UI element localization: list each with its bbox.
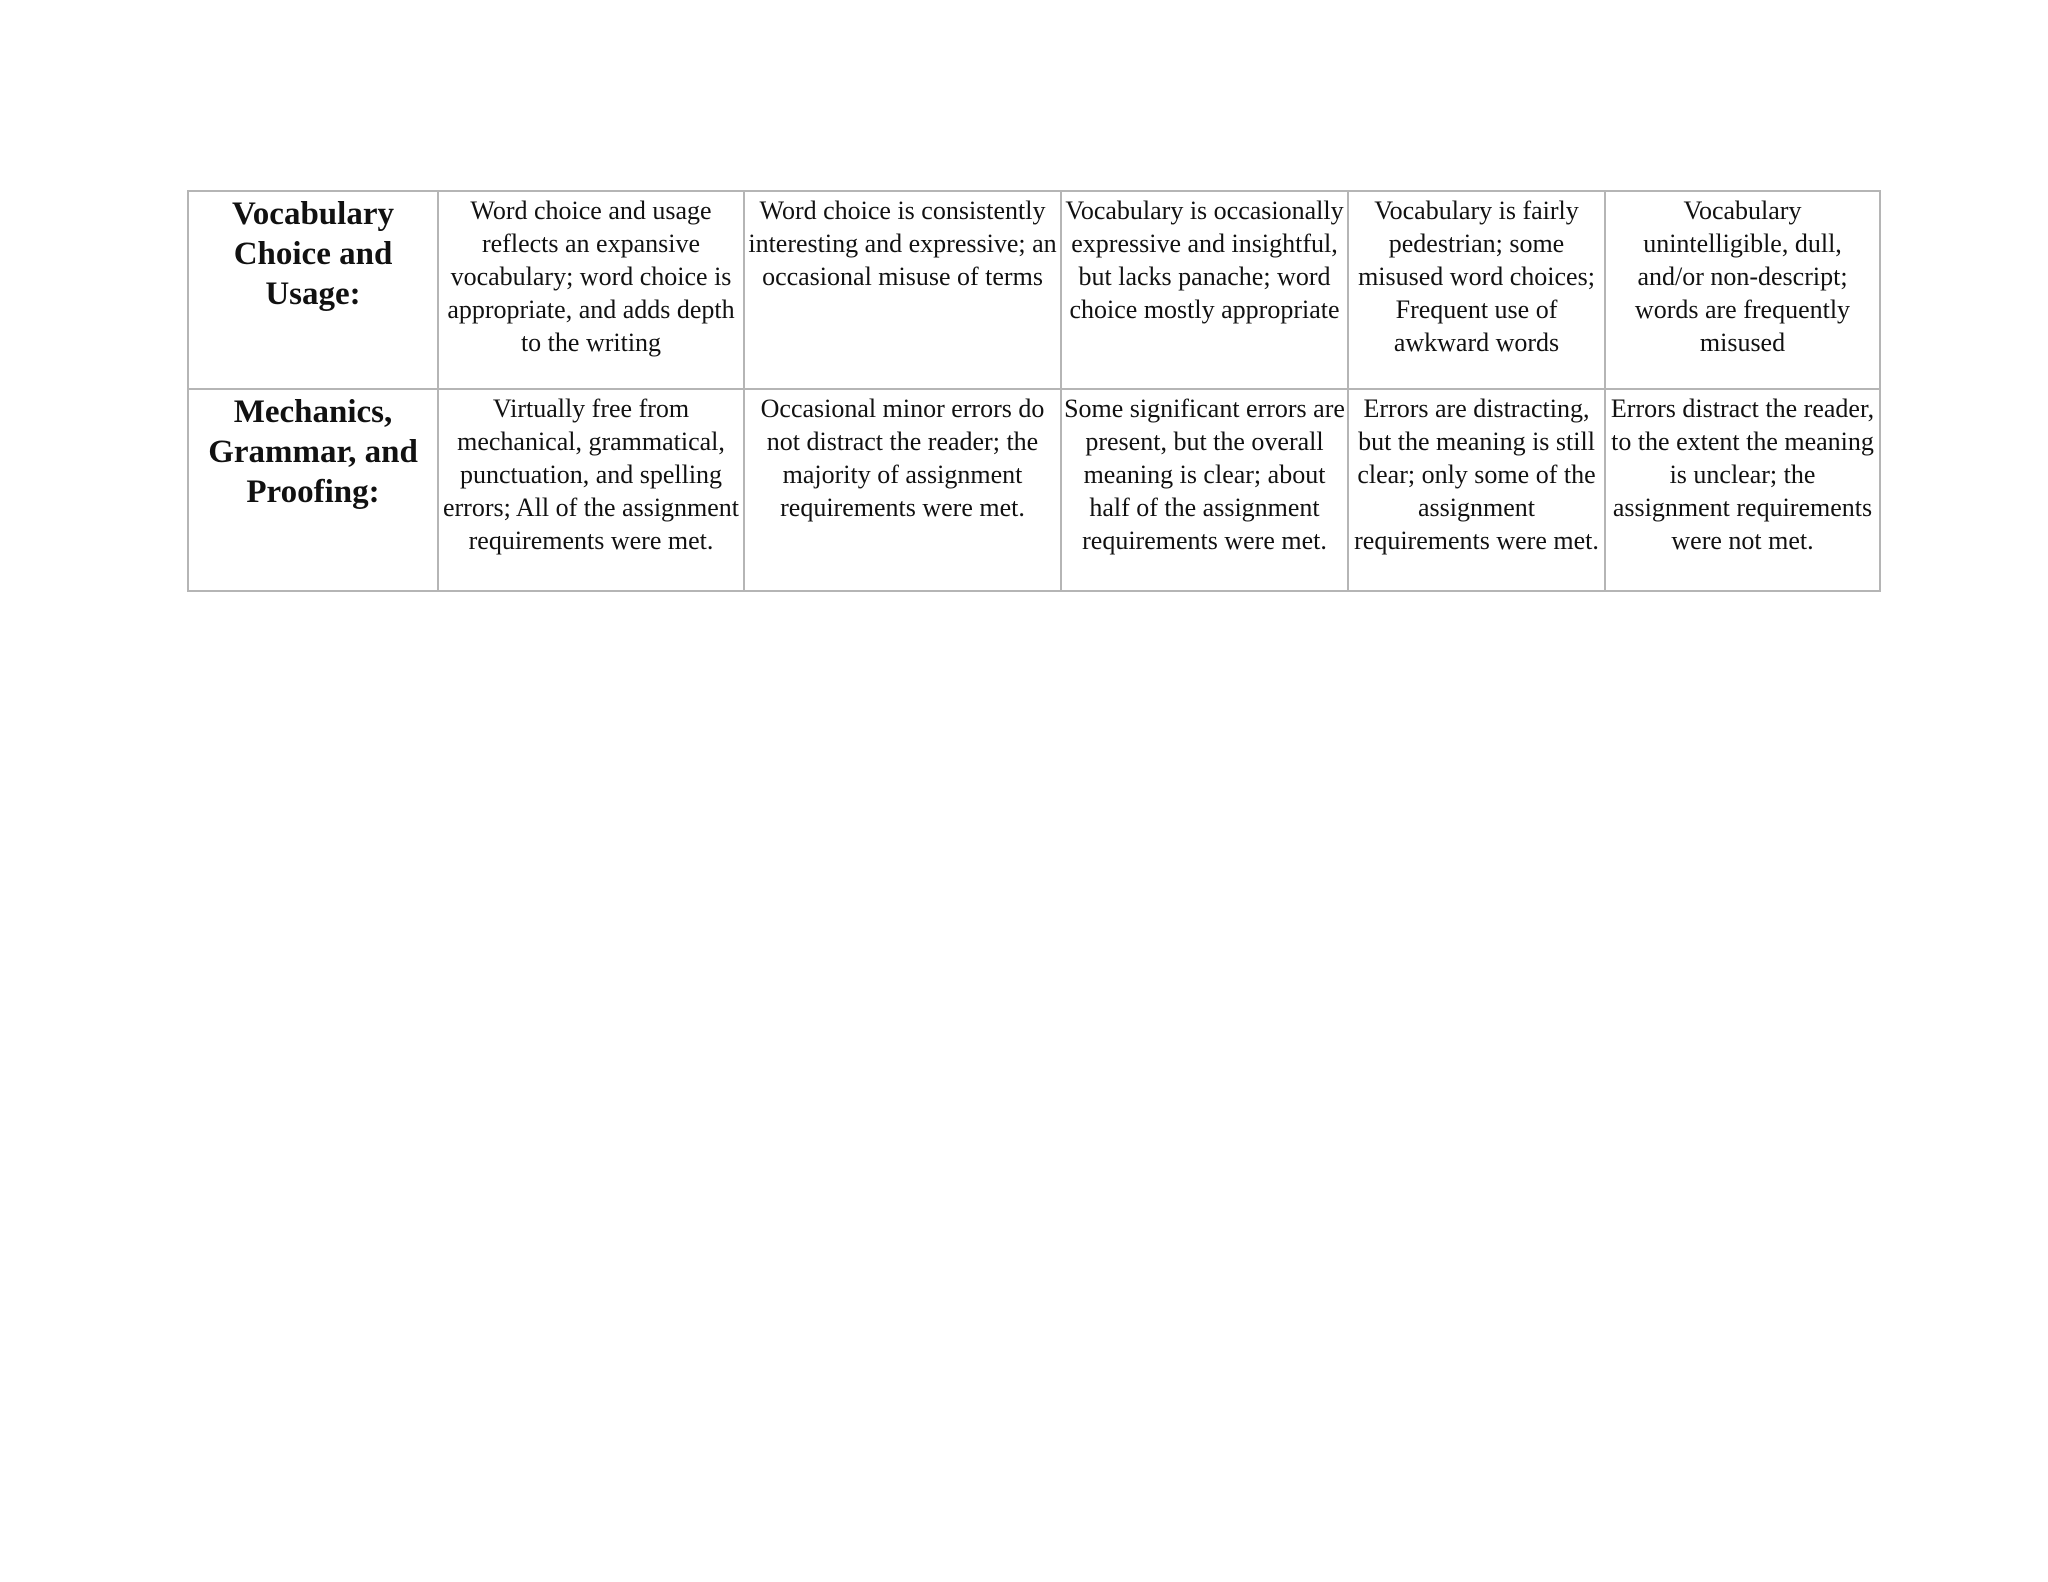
rubric-cell: Vocabulary unintelligible, dull, and/or non-descript; words are frequently misused [1605,191,1880,389]
rubric-table [187,190,1881,592]
criterion-vocabulary: Vocabulary Choice and Usage: [188,191,438,389]
rubric-cell: Virtually free from mechanical, grammatical, punctuation, and spelling errors; All of the assignment requirements were met. [438,389,744,591]
rubric-cell: Word choice is consistently interesting and expressive; an occasional misuse of terms [744,191,1061,389]
rubric-row-vocabulary [188,191,1880,389]
rubric-cell: Errors are distracting, but the meaning is still clear; only some of the assignment requirements were met. [1348,389,1605,591]
rubric-cell: Some significant errors are present, but the overall meaning is clear; about half of the assignment requirements were met. [1061,389,1348,591]
rubric-cell: Vocabulary is fairly pedestrian; some misused word choices; Frequent use of awkward words [1348,191,1605,389]
criterion-mechanics: Mechanics, Grammar, and Proofing: [188,389,438,591]
rubric-cell: Errors distract the reader, to the extent the meaning is unclear; the assignment requirements were not met. [1605,389,1880,591]
rubric-cell: Vocabulary is occasionally expressive and insightful, but lacks panache; word choice mostly appropriate [1061,191,1348,389]
rubric-cell: Word choice and usage reflects an expansive vocabulary; word choice is appropriate, and adds depth to the writing [438,191,744,389]
rubric-row-mechanics [188,389,1880,591]
rubric-cell: Occasional minor errors do not distract the reader; the majority of assignment requirements were met. [744,389,1061,591]
